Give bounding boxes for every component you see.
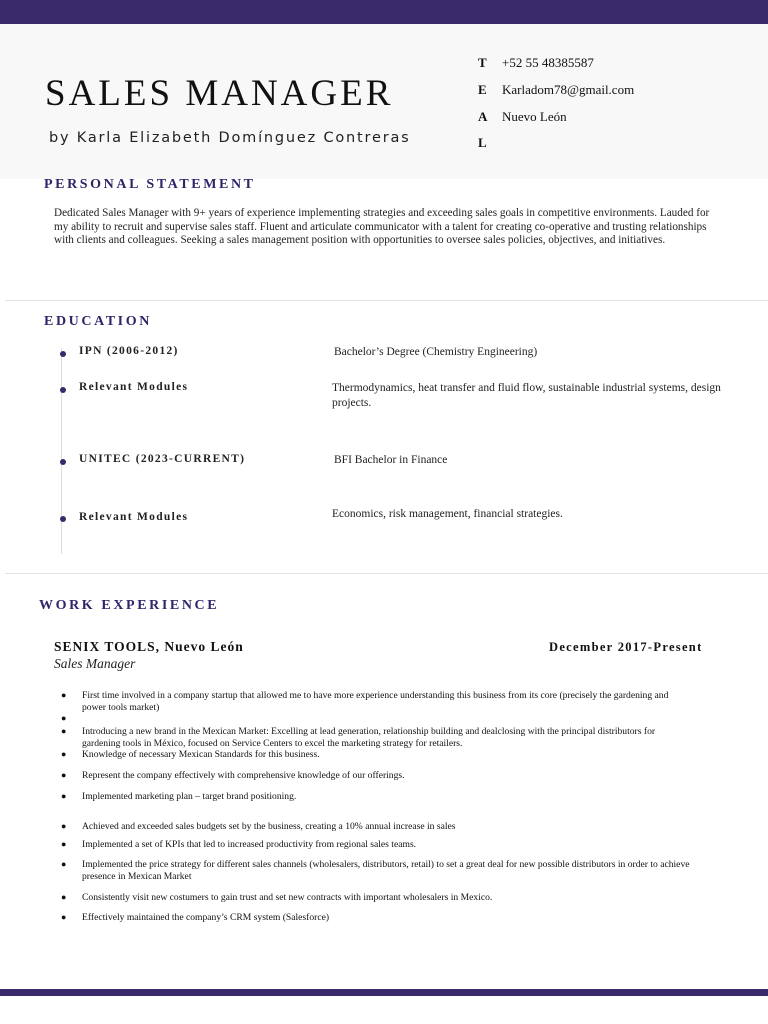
bottom-accent-bar (0, 989, 768, 996)
job-dates: December 2017-Present (549, 640, 703, 654)
education-label: Relevant Modules (79, 511, 189, 523)
timeline-dot (60, 351, 66, 357)
phone-letter: T (478, 55, 487, 70)
bullet-marker: ● (61, 749, 67, 759)
job-company: SENIX TOOLS, Nuevo León (54, 639, 244, 654)
bullet-marker: ● (61, 770, 67, 780)
experience-bullet: Implemented the price strategy for different sales channels (wholesalers, distributors, retail) to set a great deal for new possible distributors in order to achieve presence in Mexican Market (82, 859, 690, 882)
bullet-marker: ● (61, 859, 67, 869)
address-letter: A (478, 109, 488, 124)
job-role: Sales Manager (54, 656, 136, 671)
bullet-marker: ● (61, 821, 67, 831)
work-experience-heading: WORK EXPERIENCE (39, 598, 220, 613)
experience-bullet: Represent the company effectively with comprehensive knowledge of our offerings. (82, 770, 405, 781)
experience-bullet: First time involved in a company startup that allowed me to have more experience understanding this business from its core (precisely the gardening and power tools market) (82, 690, 669, 713)
author-byline: by Karla Elizabeth Domínguez Contreras (49, 130, 411, 146)
education-value: BFI Bachelor in Finance (334, 454, 448, 466)
experience-bullet: Consistently visit new costumers to gain trust and set new contracts with important wholesalers in Mexico. (82, 892, 493, 903)
section-divider (5, 573, 768, 574)
section-divider (5, 300, 768, 301)
timeline-dot (60, 516, 66, 522)
bullet-marker: ● (61, 892, 67, 902)
bullet-marker: ● (61, 713, 67, 723)
experience-bullet: Introducing a new brand in the Mexican Market: Excelling at lead generation, relationship building and dealclosing with the principal distributors for gardening tools in México, focused on Service Centers to excel the marketing strategy for retailers. (82, 726, 656, 749)
bullet-marker: ● (61, 912, 67, 922)
timeline-dot (60, 387, 66, 393)
linkedin-letter: L (478, 135, 487, 150)
top-accent-bar (0, 0, 768, 24)
personal-statement-heading: PERSONAL STATEMENT (44, 177, 256, 192)
education-value: Bachelor’s Degree (Chemistry Engineering) (334, 346, 538, 358)
resume-title: SALES MANAGER (45, 73, 394, 114)
experience-bullet: Effectively maintained the company’s CRM system (Salesforce) (82, 912, 330, 923)
phone-value: +52 55 48385587 (502, 55, 594, 70)
timeline-dot (60, 459, 66, 465)
education-heading: EDUCATION (44, 314, 152, 329)
education-timeline (61, 348, 62, 554)
education-value: Economics, risk management, financial strategies. (332, 508, 563, 520)
experience-bullet: Knowledge of necessary Mexican Standards for this business. (82, 749, 320, 760)
education-label: UNITEC (2023-CURRENT) (79, 453, 246, 465)
experience-bullet: Implemented marketing plan – target brand positioning. (82, 791, 297, 802)
education-label: Relevant Modules (79, 381, 189, 393)
email-value: Karladom78@gmail.com (502, 82, 635, 97)
email-letter: E (478, 82, 487, 97)
address-value: Nuevo León (502, 109, 567, 124)
personal-statement-text: Dedicated Sales Manager with 9+ years of experience implementing strategies and exceeding sales goals in competitive environments. Lauded for my ability to recruit and supervise sales staff. Fluent and articulate communicator with a talent for creating co-operative and trusting relationships with clients and colleagues. Seeking a sales management position with opportunities to oversee sales policies, objectives, and initiatives. (54, 207, 710, 246)
bullet-marker: ● (61, 839, 67, 849)
education-value: Thermodynamics, heat transfer and fluid flow, sustainable industrial systems, design projects. (332, 382, 721, 409)
bullet-marker: ● (61, 791, 67, 801)
bullet-marker: ● (61, 690, 67, 700)
experience-bullet: Achieved and exceeded sales budgets set by the business, creating a 10% annual increase in sales (82, 821, 456, 832)
bullet-marker: ● (61, 726, 67, 736)
education-label: IPN (2006-2012) (79, 345, 179, 357)
experience-bullet: Implemented a set of KPIs that led to increased productivity from regional sales teams. (82, 839, 417, 850)
